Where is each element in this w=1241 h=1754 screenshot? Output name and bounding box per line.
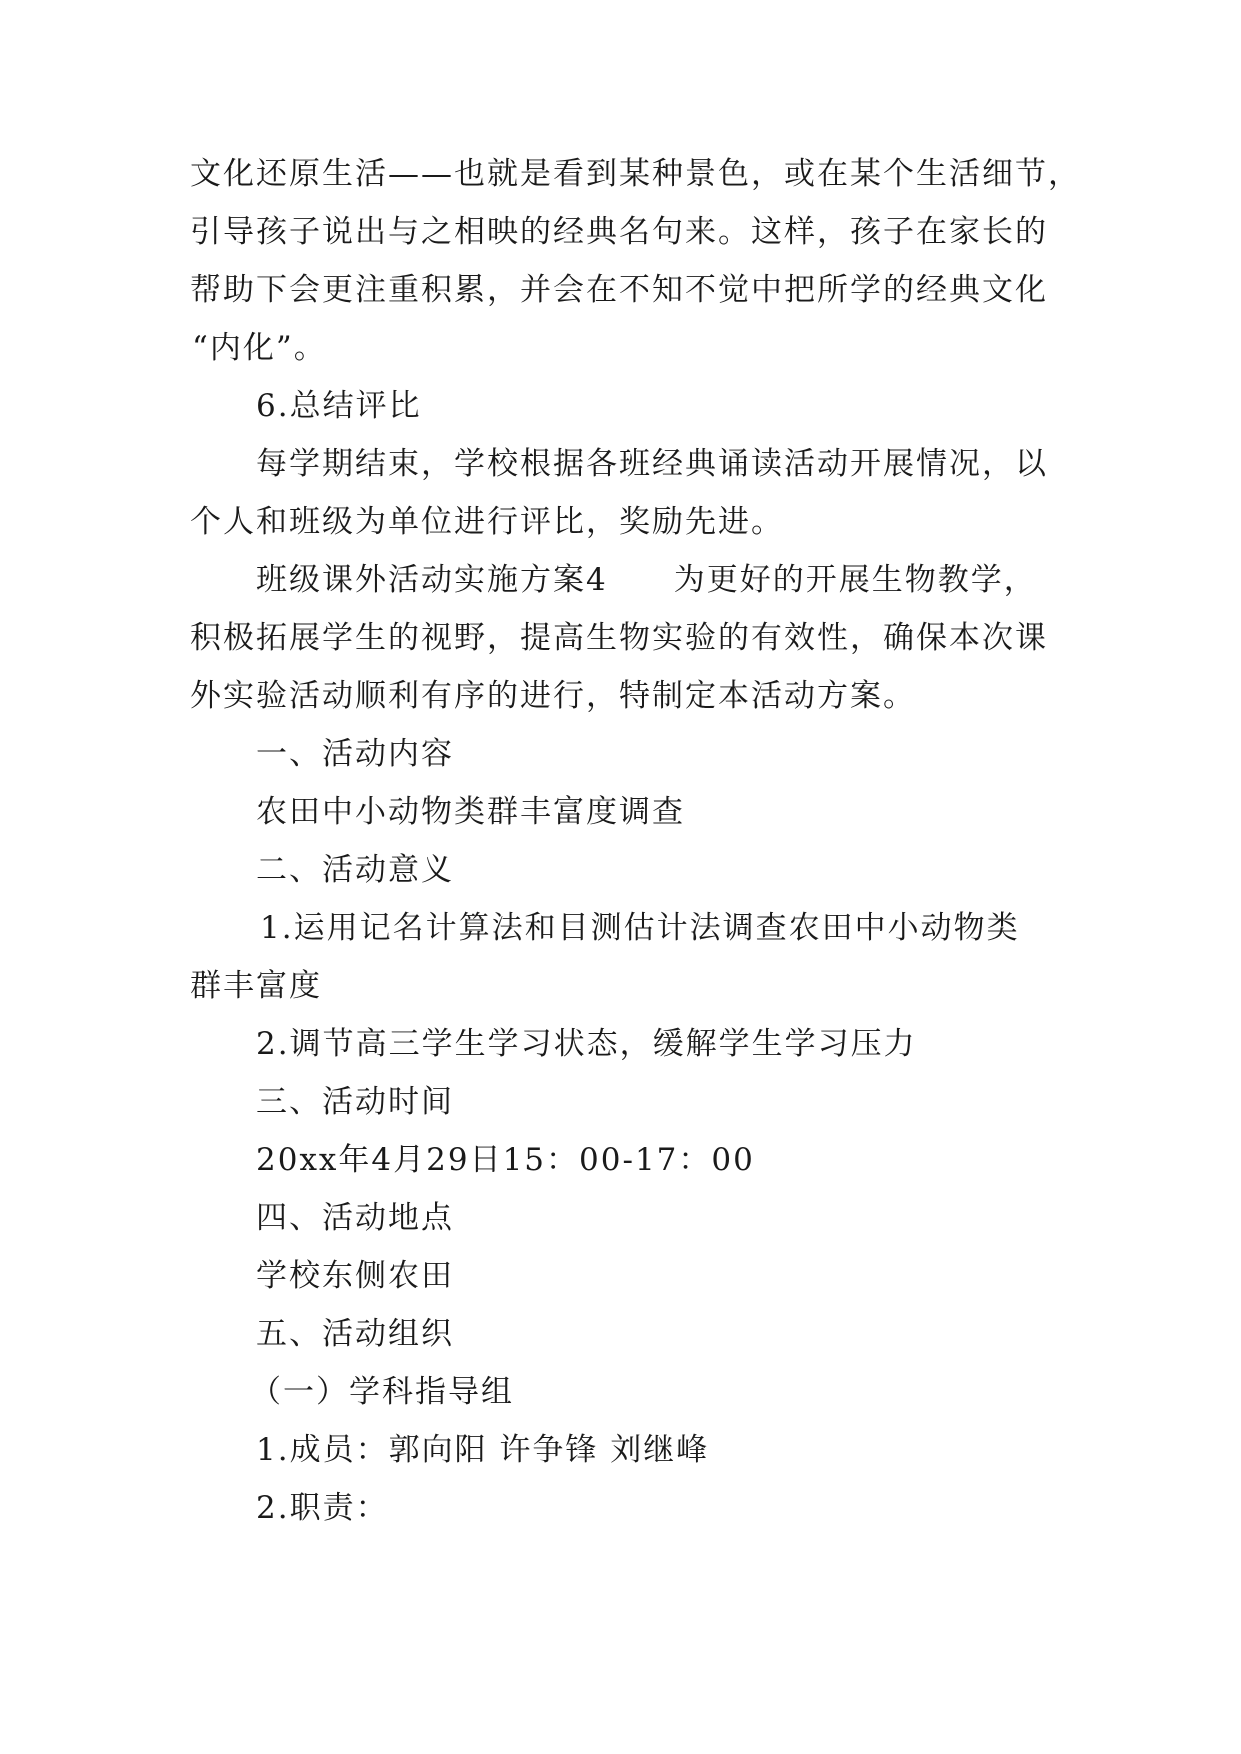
- heading-activity-significance: 二、活动意义: [256, 852, 454, 888]
- section-heading-summary: 6.总结评比: [256, 388, 422, 424]
- paragraph-line-9: 积极拓展学生的视野，提高生物实验的有效性，确保本次课: [190, 620, 1048, 656]
- paragraph-line-1: 文化还原生活——也就是看到某种景色，或在某个生活细节，: [190, 156, 1081, 192]
- paragraph-line-7: 个人和班级为单位进行评比，奖励先进。: [190, 504, 784, 540]
- heading-activity-content: 一、活动内容: [256, 736, 454, 772]
- heading-activity-time: 三、活动时间: [256, 1084, 454, 1120]
- plan-title-line: 班级课外活动实施方案4 为更好的开展生物教学，: [256, 562, 1037, 598]
- significance-item-2: 2.调节高三学生学习状态，缓解学生学习压力: [256, 1026, 917, 1062]
- paragraph-line-10: 外实验活动顺利有序的进行，特制定本活动方案。: [190, 678, 916, 714]
- paragraph-line-6: 每学期结束，学校根据各班经典诵读活动开展情况，以: [256, 446, 1048, 482]
- duties-line: 2.职责：: [256, 1490, 389, 1526]
- members-line: 1.成员：郭向阳 许争锋 刘继峰: [256, 1432, 710, 1468]
- activity-location-text: 学校东侧农田: [256, 1258, 454, 1294]
- heading-activity-location: 四、活动地点: [256, 1200, 454, 1236]
- heading-activity-organization: 五、活动组织: [256, 1316, 454, 1352]
- paragraph-line-2: 引导孩子说出与之相映的经典名句来。这样，孩子在家长的: [190, 214, 1048, 250]
- activity-time-text: 20xx年4月29日15：00-17：00: [256, 1142, 755, 1178]
- paragraph-line-3: 帮助下会更注重积累，并会在不知不觉中把所学的经典文化: [190, 272, 1048, 308]
- paragraph-line-4: “内化”。: [192, 330, 327, 366]
- significance-item-1-cont: 群丰富度: [190, 968, 322, 1004]
- activity-content-text: 农田中小动物类群丰富度调查: [256, 794, 685, 830]
- significance-item-1: 1.运用记名计算法和目测估计法调查农田中小动物类: [260, 910, 1020, 946]
- subheading-guidance-group: （一）学科指导组: [250, 1374, 514, 1410]
